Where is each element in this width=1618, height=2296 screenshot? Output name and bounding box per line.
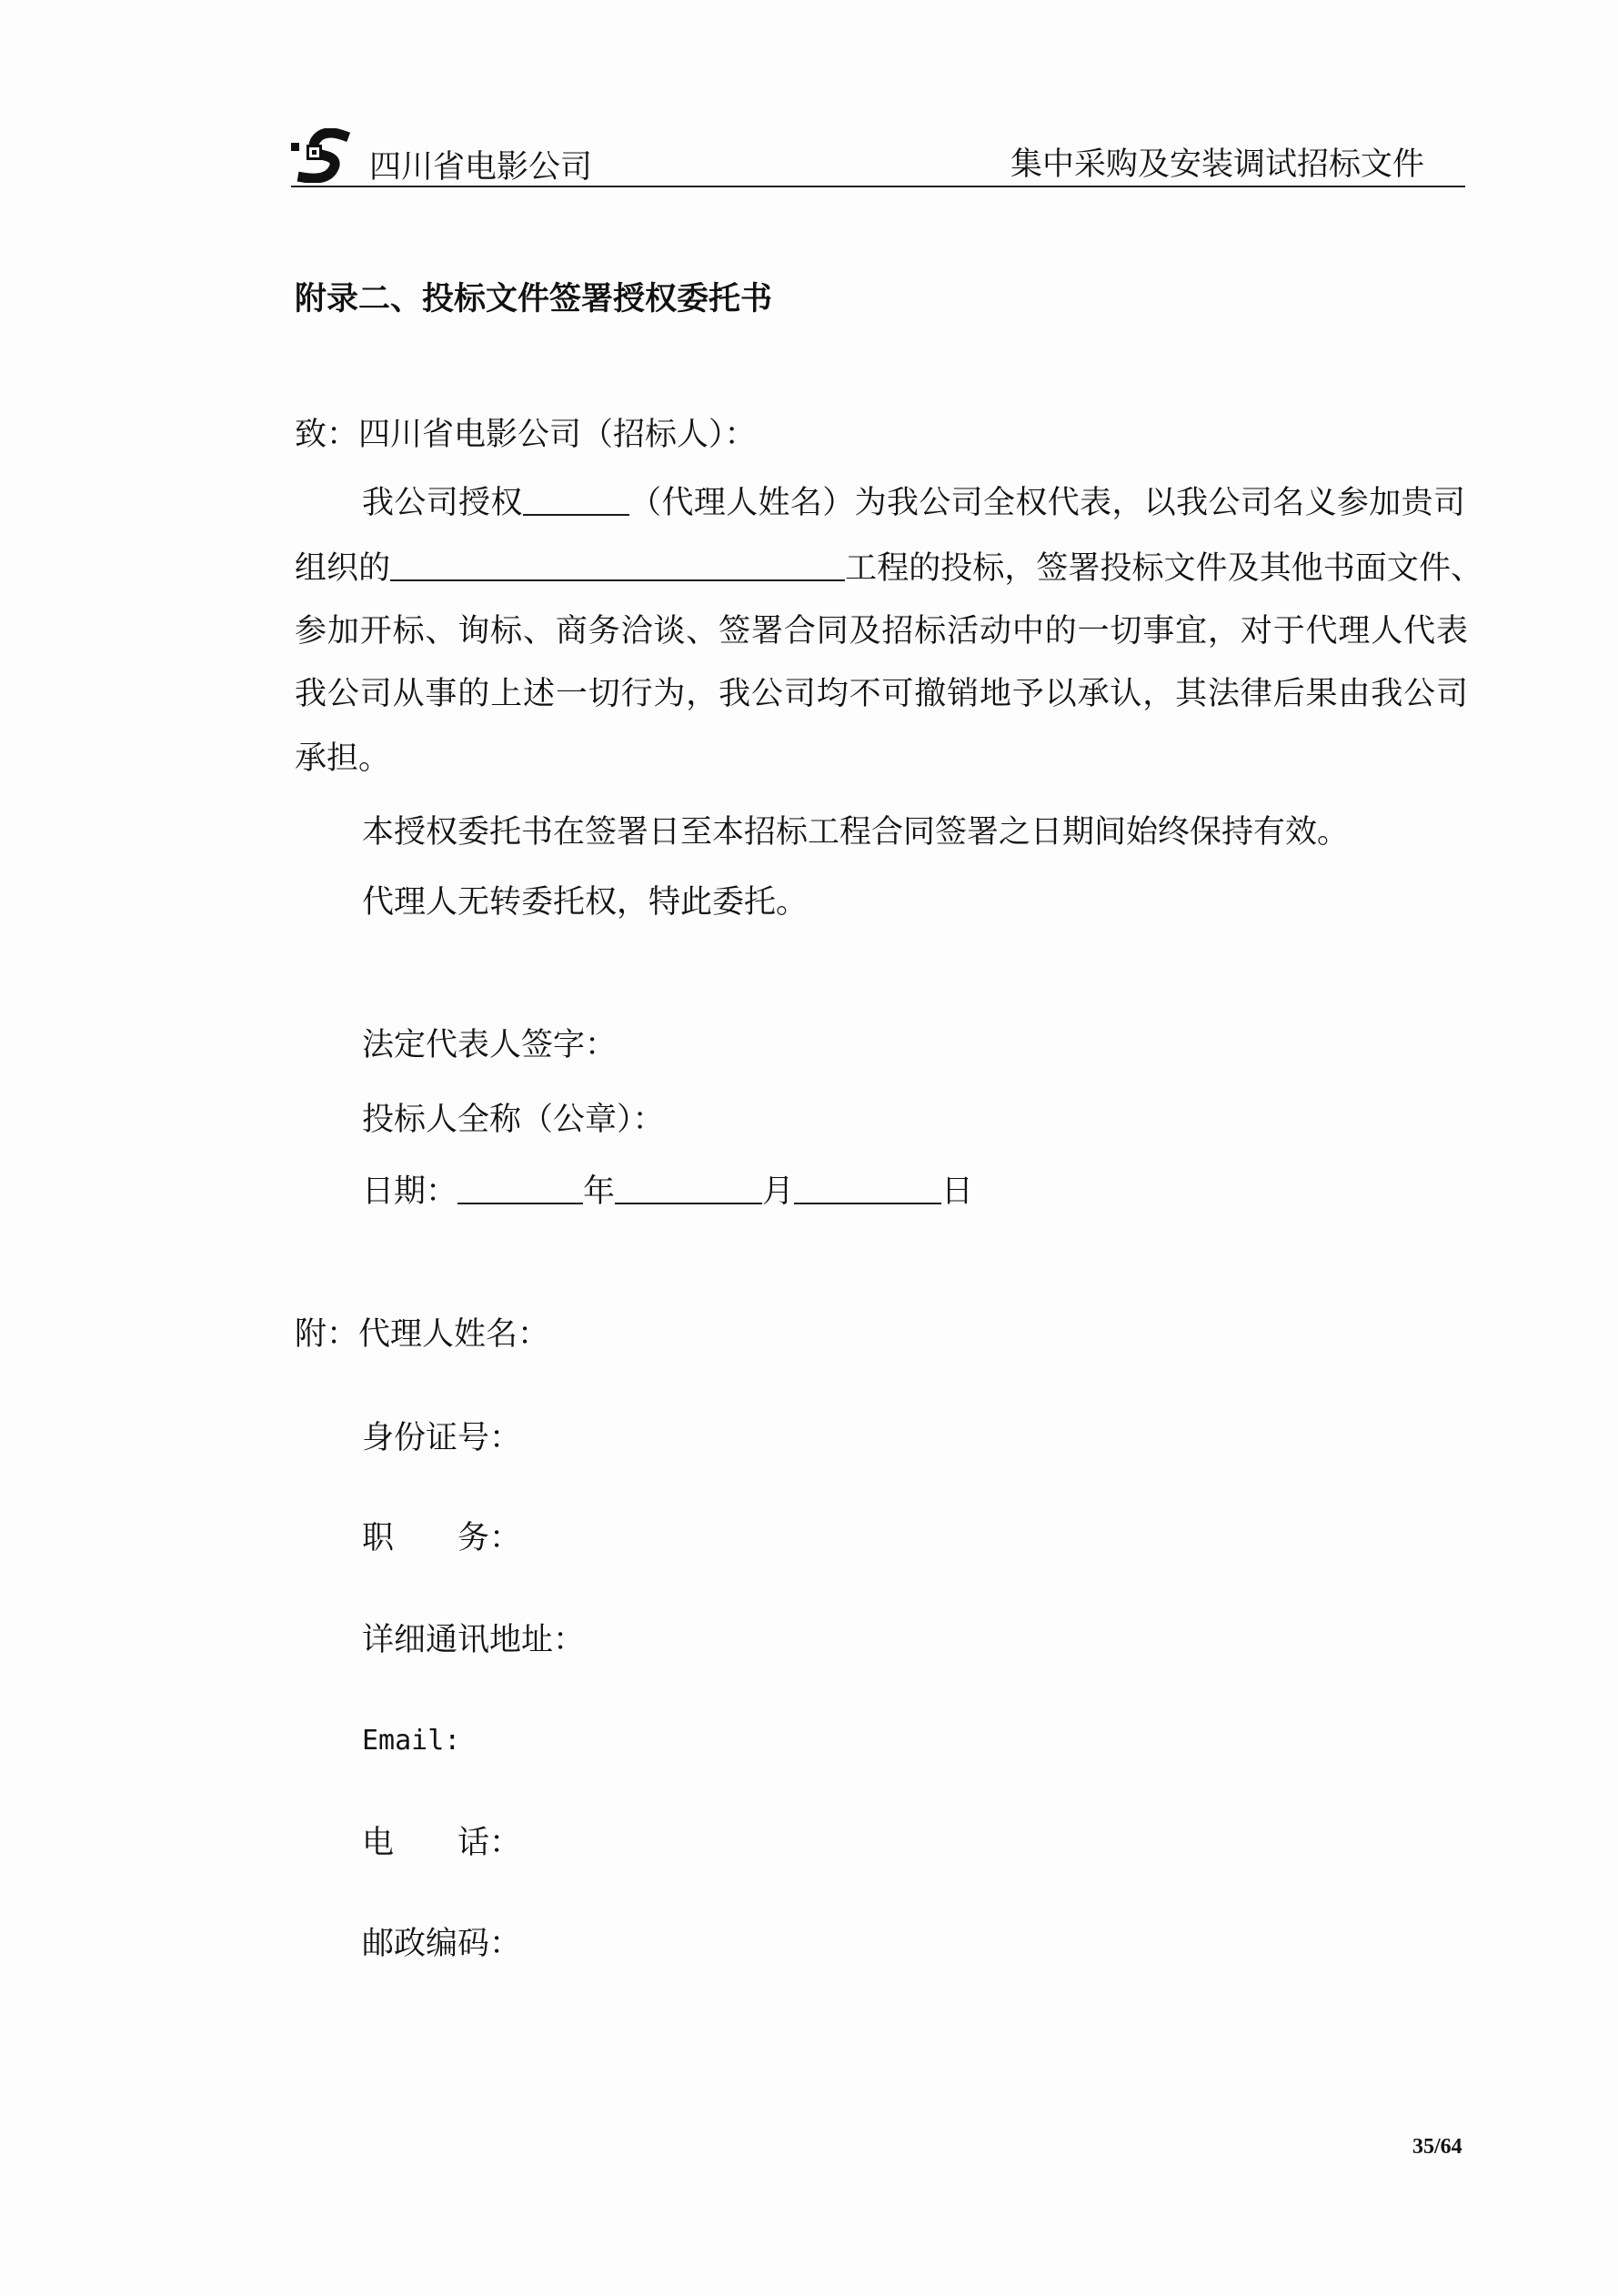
page-header: [0, 0, 1618, 191]
company-logo: [291, 128, 353, 183]
header-rule: [291, 186, 1465, 187]
id-number-label: 身份证号：: [362, 1420, 522, 1456]
project-name-blank: [390, 552, 845, 581]
date-label: 日期：: [362, 1173, 458, 1210]
year-label: 年: [583, 1173, 616, 1210]
authorization-line-1: [362, 483, 1465, 523]
date-day-blank: [794, 1175, 941, 1204]
addressee-line: 致：四川省电影公司（招标人）：: [295, 417, 757, 453]
agent-name-label: 附：代理人姓名：: [295, 1316, 550, 1353]
authorization-line-3: 参加开标、询标、商务洽谈、签署合同及招标活动中的一切事宜，对于代理人代表: [295, 613, 1468, 650]
legal-rep-signature-label: 法定代表人签字：: [362, 1027, 618, 1063]
authorization-line-5: 承担。: [295, 740, 391, 777]
day-label: 日: [941, 1173, 974, 1210]
authorization-text: 组织的: [295, 550, 391, 587]
date-line: [362, 1172, 973, 1212]
appendix-title: 附录二、投标文件签署授权委托书: [295, 281, 773, 317]
authorization-line-2: [295, 549, 1482, 589]
no-subdelegation-paragraph: 代理人无转委托权，特此委托。: [362, 884, 809, 921]
header-company-name: 四川省电影公司: [369, 149, 593, 186]
phone-label: 电 话：: [362, 1825, 522, 1861]
date-month-blank: [615, 1175, 762, 1204]
postal-code-label: 邮政编码：: [362, 1926, 522, 1962]
authorization-line-4: 我公司从事的上述一切行为，我公司均不可撤销地予以承认，其法律后果由我公司: [295, 676, 1468, 712]
month-label: 月: [762, 1173, 795, 1210]
email-label: Email:: [362, 1725, 461, 1757]
validity-paragraph: 本授权委托书在签署日至本招标工程合同签署之日期间始终保持有效。: [362, 814, 1350, 851]
position-label: 职 务：: [362, 1520, 522, 1556]
date-year-blank: [457, 1175, 583, 1204]
authorization-text: 工程的投标，签署投标文件及其他书面文件、: [845, 550, 1482, 587]
header-document-title: 集中采购及安装调试招标文件: [1010, 146, 1424, 183]
bidder-full-name-label: 投标人全称（公章）：: [362, 1102, 665, 1138]
agent-name-blank: [523, 487, 629, 516]
address-label: 详细通讯地址：: [362, 1622, 586, 1658]
authorization-text: （代理人姓名）为我公司全权代表，以我公司名义参加贵司: [628, 485, 1465, 521]
page-number: 35/64: [1412, 2135, 1462, 2159]
authorization-text: 我公司授权: [362, 485, 523, 521]
